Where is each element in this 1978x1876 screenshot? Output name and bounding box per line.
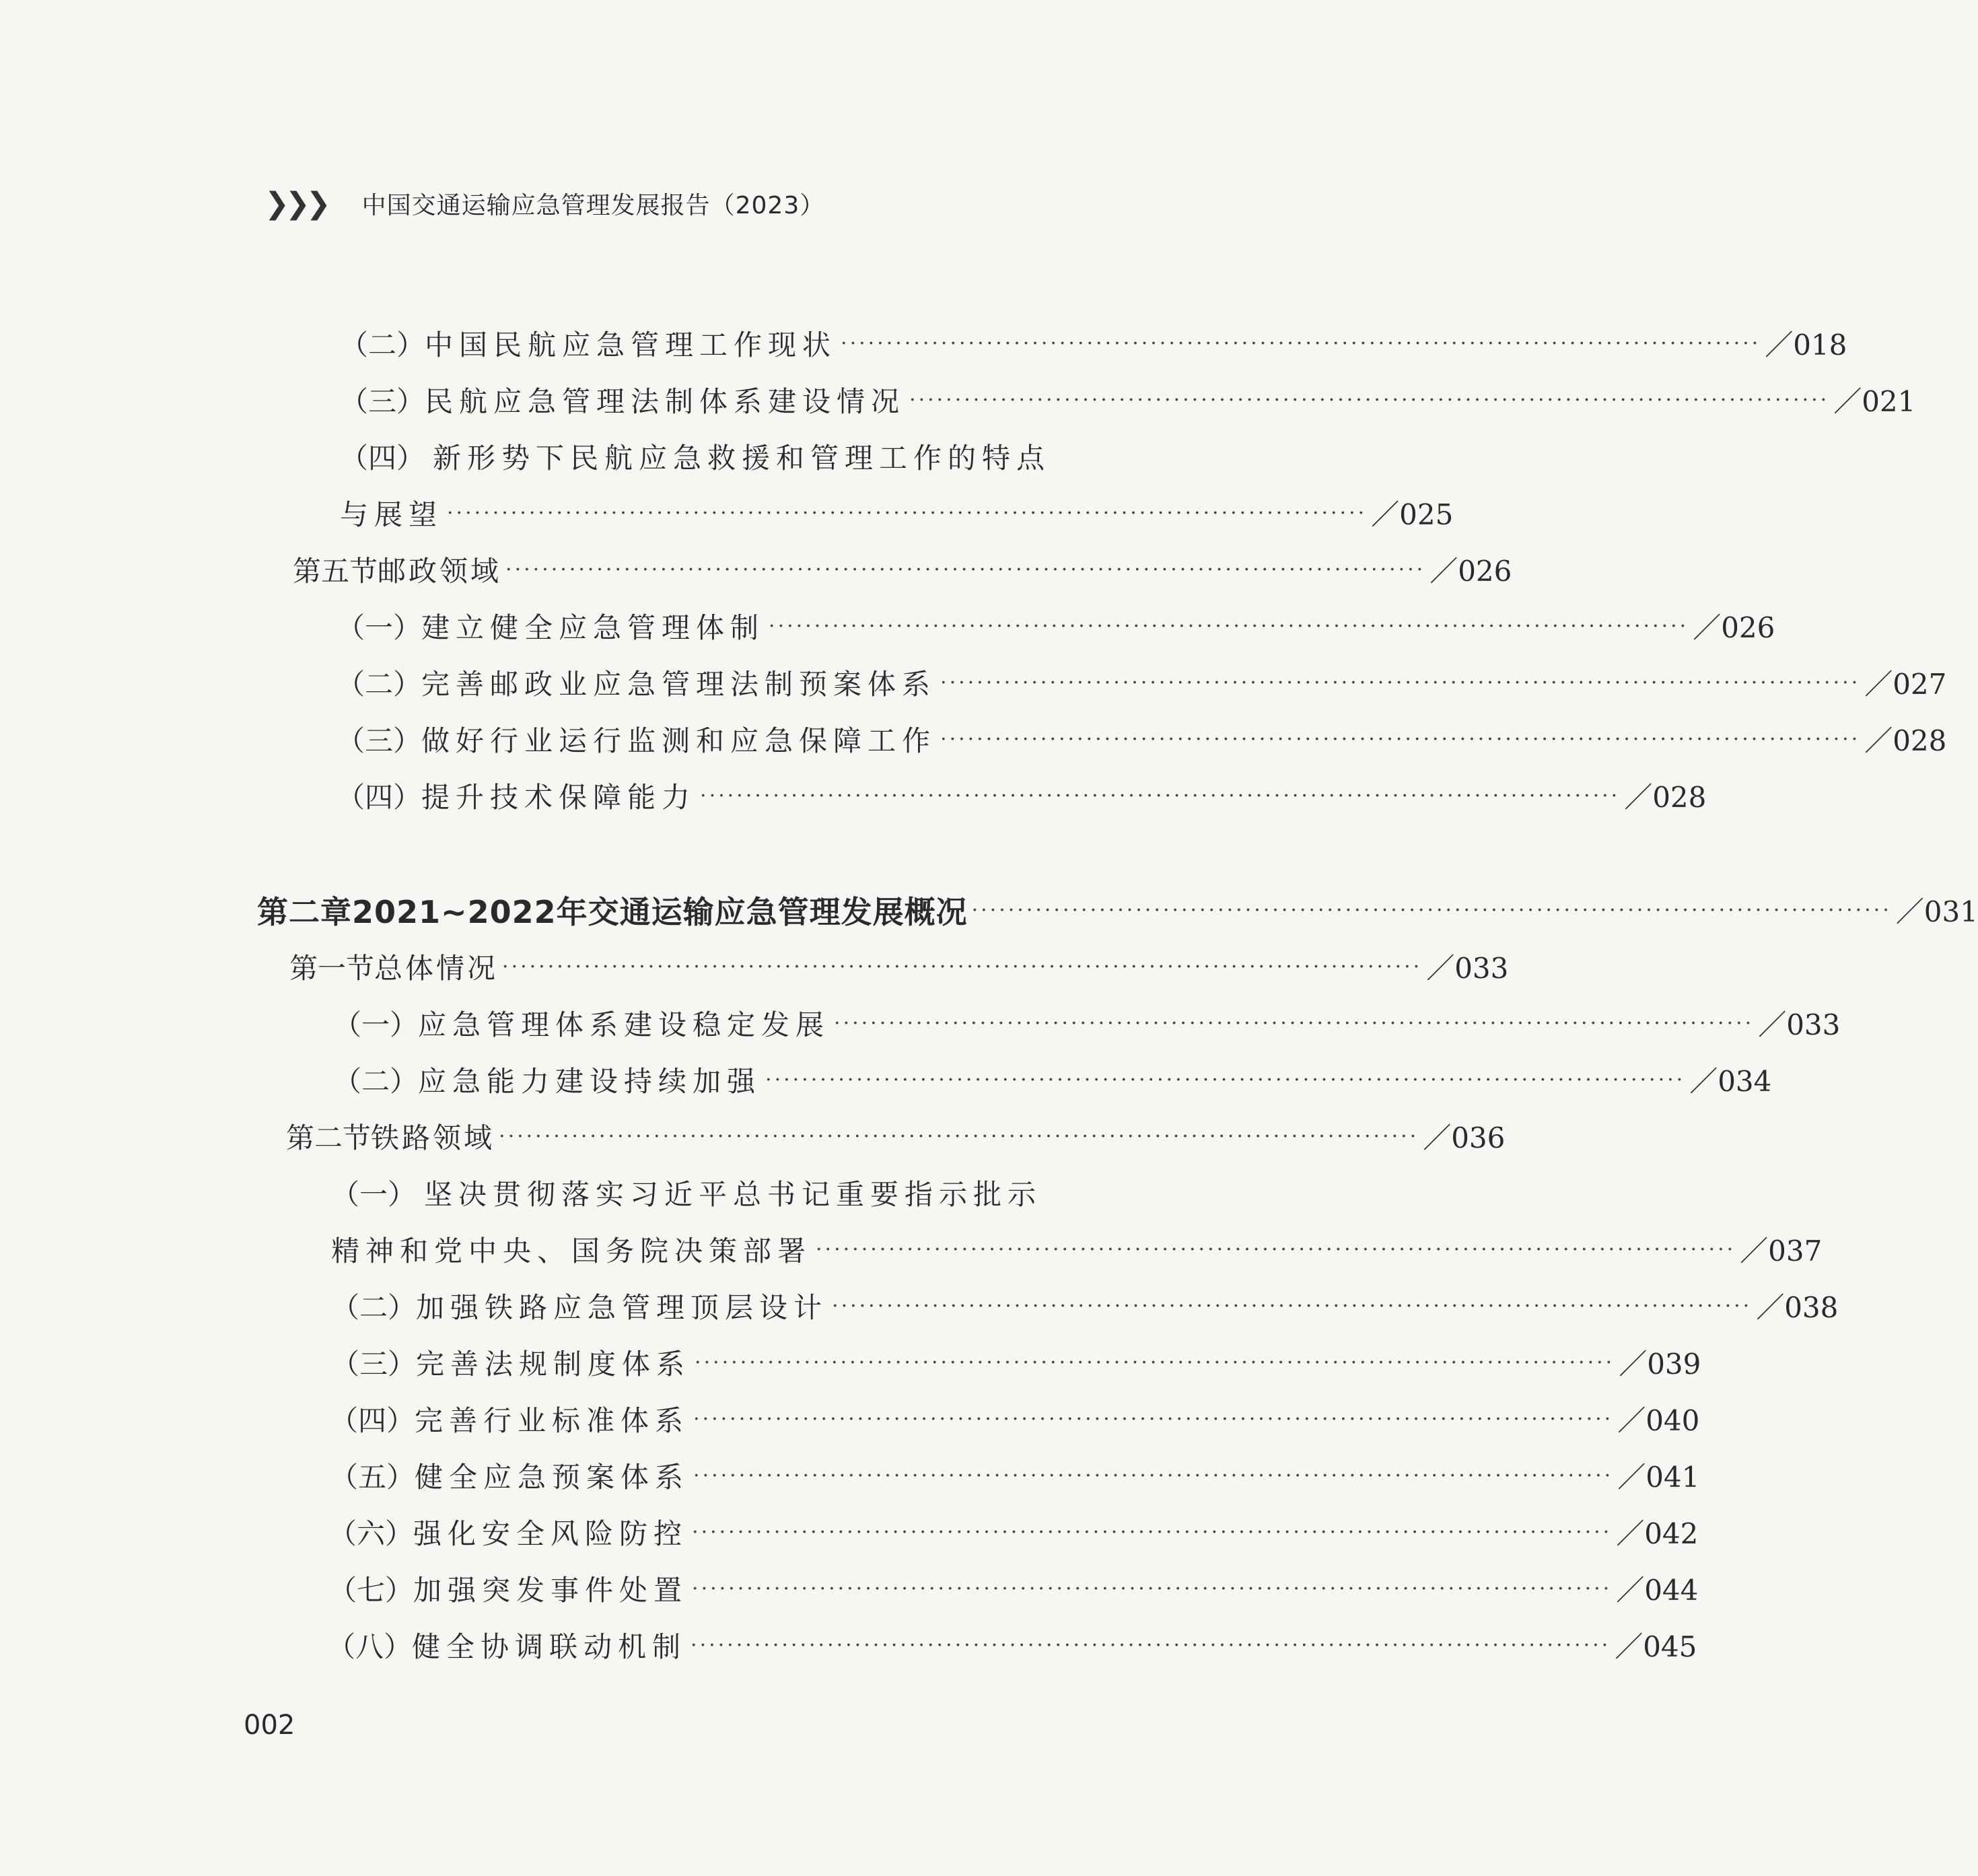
toc-entry-label: 第五节	[293, 555, 378, 588]
toc-entry-label: （二）	[333, 1065, 419, 1098]
toc-entry-label: （一）	[337, 611, 422, 644]
toc-entry-title: 做好行业运行监测和应急保障工作	[421, 724, 937, 757]
toc-entry-title: 健全应急预案体系	[415, 1461, 690, 1494]
toc-entry-label: （三）	[331, 1348, 417, 1381]
dot-leader: ·····································································································	[909, 388, 1830, 412]
toc-entry-title: 2021~2022年交通运输应急管理发展概况	[352, 894, 968, 930]
toc-entry-section	[293, 545, 1512, 594]
toc-entry-title: 铁路领域	[371, 1121, 495, 1154]
toc-entry-title: 完善法规制度体系	[416, 1348, 691, 1381]
toc-entry-title: 民航应急管理法制体系建设情况	[425, 385, 906, 418]
toc-entry-section	[289, 942, 1509, 991]
running-header-title: 中国交通运输应急管理发展报告（2023）	[361, 191, 825, 219]
toc-entry-title: 完善邮政业应急管理法制预案体系	[421, 668, 937, 701]
toc-entry-page: ／041	[1617, 1461, 1700, 1494]
dot-leader: ·····································································································	[834, 1011, 1755, 1035]
toc-entry-label: （三）	[337, 724, 422, 757]
toc-entry-page: ／033	[1426, 952, 1509, 985]
dot-leader: ·····································································································	[841, 331, 1761, 355]
toc-entry-label: （四）	[340, 442, 425, 475]
dot-leader: ·····································································································	[940, 670, 1861, 695]
toc-entry-title: 坚决贯彻落实习近平总书记重要指示批示	[424, 1178, 1043, 1211]
toc-entry-page: ／037	[1740, 1235, 1823, 1267]
toc-entry-title: 应急管理体系建设稳定发展	[418, 1008, 831, 1041]
toc-entry	[331, 1282, 1839, 1330]
toc-entry-label: （四）	[330, 1404, 415, 1437]
page-number: 002	[244, 1710, 295, 1741]
dot-leader: ·····································································································	[499, 1124, 1419, 1148]
toc-entry-title: 与展望	[340, 498, 444, 531]
toc-entry-title: 精神和党中央、国务院决策部署	[331, 1235, 812, 1267]
toc-entry-title: 总体情况	[374, 952, 499, 985]
toc-entry-title: 提升技术保障能力	[421, 781, 697, 814]
dot-leader: ·····································································································	[693, 1463, 1614, 1488]
toc-entry-page: ／031	[1895, 895, 1978, 928]
toc-entry-label: 第二章	[257, 894, 352, 930]
toc-entry-page: ／018	[1765, 328, 1847, 361]
toc-entry	[337, 715, 1947, 763]
toc-entry-label: （七）	[328, 1574, 414, 1607]
dot-leader: ·····································································································	[940, 727, 1861, 751]
toc-entry-label: 第二节	[286, 1121, 372, 1154]
running-header	[264, 183, 824, 223]
toc-entry-page: ／028	[1624, 781, 1707, 814]
toc-entry	[331, 1338, 1701, 1387]
toc-entry-title: 加强铁路应急管理顶层设计	[416, 1291, 828, 1324]
toc-entry-label: （六）	[328, 1517, 414, 1550]
toc-entry-page: ／036	[1423, 1121, 1506, 1154]
toc-entry-page: ／026	[1429, 555, 1512, 588]
toc-entry-page: ／026	[1693, 611, 1775, 644]
toc-entry-page: ／033	[1758, 1008, 1841, 1041]
dot-leader: ·····································································································	[692, 1576, 1613, 1601]
toc-entry-title: 加强突发事件处置	[413, 1574, 688, 1607]
dot-leader: ·····································································································	[971, 898, 1892, 922]
dot-leader: ·····································································································	[505, 557, 1426, 582]
toc-entry-page: ／025	[1371, 498, 1454, 531]
dot-leader: ·····································································································	[832, 1294, 1753, 1318]
toc-entry-title: 健全协调联动机制	[412, 1630, 687, 1663]
toc-entry	[340, 376, 1916, 424]
toc-entry	[330, 1395, 1700, 1443]
dot-leader: ·····································································································	[816, 1237, 1736, 1261]
toc-entry-page: ／042	[1616, 1517, 1699, 1550]
toc-entry	[328, 1508, 1699, 1556]
chevrons-icon: ❯❯❯	[264, 186, 327, 221]
toc-entry-title: 强化安全风险防控	[413, 1517, 688, 1550]
toc-entry-page: ／039	[1619, 1348, 1701, 1381]
toc-entry-label: （一）	[333, 1008, 419, 1041]
toc-entry-section	[286, 1112, 1506, 1160]
toc-entry	[331, 1225, 1823, 1274]
toc-entry-page: ／044	[1616, 1574, 1699, 1607]
toc-entry	[333, 1055, 1772, 1104]
toc-entry-page: ／045	[1615, 1630, 1697, 1663]
toc-entry	[337, 658, 1947, 707]
toc-entry-label: （二）	[331, 1291, 417, 1324]
toc-entry-page: ／028	[1864, 724, 1947, 757]
toc-entry-title: 应急能力建设持续加强	[418, 1065, 762, 1098]
toc-entry-label: （二）	[340, 328, 425, 361]
toc-entry	[330, 1451, 1700, 1500]
toc-entry-page: ／038	[1756, 1291, 1839, 1324]
dot-leader: ·····································································································	[447, 501, 1368, 525]
toc-entry-page: ／027	[1864, 668, 1947, 701]
toc-entry-chapter	[257, 886, 1978, 934]
toc-entry-title: 中国民航应急管理工作现状	[425, 328, 837, 361]
toc-entry-label: （二）	[337, 668, 422, 701]
toc-entry	[340, 432, 1166, 481]
toc-entry-page: ／040	[1617, 1404, 1700, 1437]
dot-leader: ·····································································································	[700, 784, 1621, 808]
dot-leader: ·····································································································	[693, 1407, 1614, 1431]
dot-leader: ·····································································································	[769, 614, 1689, 638]
toc-entry-label: （三）	[340, 385, 425, 418]
toc-entry-page: ／021	[1833, 385, 1916, 418]
dot-leader: ·····································································································	[502, 954, 1423, 979]
dot-leader: ·····································································································	[691, 1633, 1611, 1657]
toc-entry-label: （一）	[331, 1178, 417, 1211]
toc-entry-label: （八）	[327, 1630, 413, 1663]
toc-entry-title: 建立健全应急管理体制	[421, 611, 765, 644]
toc-entry-label: （四）	[337, 781, 422, 814]
toc-entry-label: （五）	[330, 1461, 415, 1494]
toc-entry-page: ／034	[1689, 1065, 1772, 1098]
toc-entry	[333, 999, 1841, 1047]
dot-leader: ·····································································································	[765, 1068, 1686, 1092]
toc-entry	[337, 602, 1775, 650]
dot-leader: ·····································································································	[692, 1520, 1613, 1544]
toc-entry	[340, 319, 1847, 368]
toc-entry	[328, 1564, 1699, 1613]
toc-entry-title: 邮政领域	[378, 555, 502, 588]
toc-entry	[327, 1621, 1697, 1669]
toc-entry	[337, 771, 1707, 820]
toc-entry-title: 新形势下民航应急救援和管理工作的特点	[433, 442, 1051, 475]
toc-entry-label: 第一节	[289, 952, 375, 985]
dot-leader: ·····································································································	[695, 1350, 1615, 1375]
toc-entry-title: 完善行业标准体系	[415, 1404, 690, 1437]
toc-entry	[340, 489, 1454, 537]
toc-entry	[331, 1169, 1159, 1217]
